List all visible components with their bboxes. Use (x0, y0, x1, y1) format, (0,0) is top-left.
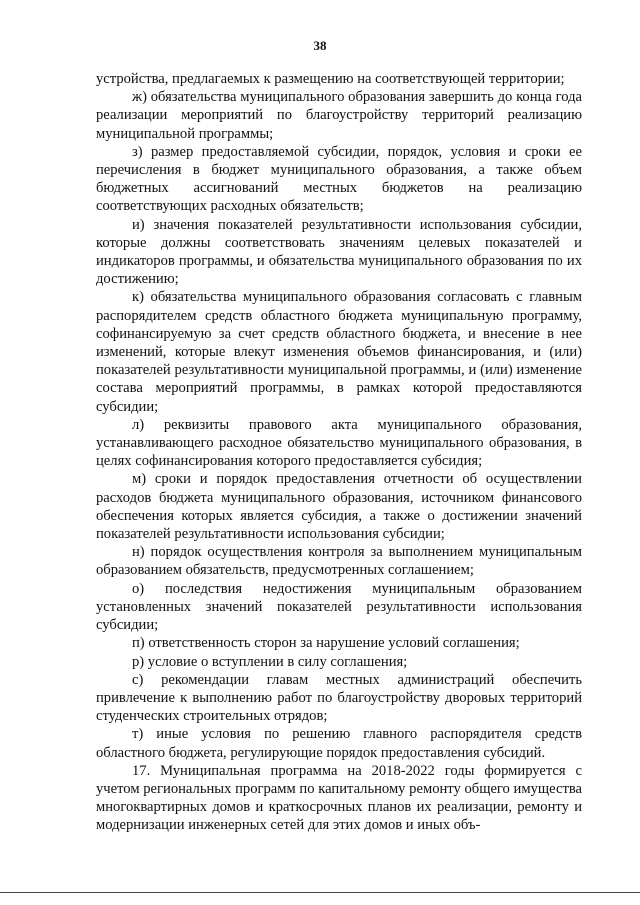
paragraph-r: р) условие о вступлении в силу соглашения; (132, 653, 408, 670)
paragraph-z: з) размер предоставляемой субсидии, порядок, условия и сроки ее перечисления в бюджет муниципального образования, а также объем бюджетных ассигнований местных бюджетов на реализацию соответствующих расходных обязательств; (96, 143, 582, 215)
paragraph-continuation: устройства, предлагаемых к размещению на соответствующей территории; (96, 71, 565, 87)
paragraph-i: и) значения показателей результативности использования субсидии, которые должны соответствовать значениям целевых показателей и индикаторов программы, и обязательства муниципального образования по их достижению; (96, 216, 582, 288)
paragraph-m: м) сроки и порядок предоставления отчетности об осуществлении расходов бюджета муниципального образования, источником финансового обеспечения которых является субсидия, а также о достижении значений показателей результативности использования субсидии; (96, 471, 582, 543)
paragraph-t: т) иные условия по решению главного распорядителя средств областного бюджета, регулирующие порядок предоставления субсидий. (96, 726, 582, 761)
paragraph-l: л) реквизиты правового акта муниципального образования, устанавливающего расходное обязательство муниципального образования, в целях софинансирования которого предоставляется субсидия; (96, 416, 582, 470)
paragraph-17: 17. Муниципальная программа на 2018-2022 годы формируется с учетом региональных программ по капитальному ремонту общего имущества многоквартирных домов и краткосрочных планов их реализации, ремонту и модернизации инженерных сетей для этих домов и иных объ- (96, 762, 582, 834)
document-body (96, 70, 582, 835)
bottom-divider (0, 892, 640, 893)
paragraph-zh: ж) обязательства муниципального образования завершить до конца года реализации мероприятий по благоустройству территорий реализацию муниципальной программы; (96, 89, 582, 142)
paragraph-o: о) последствия недостижения муниципальным образованием установленных значений показателей результативности использования субсидии; (96, 580, 582, 634)
paragraph-n: н) порядок осуществления контроля за выполнением муниципальным образованием обязательств, предусмотренных соглашением; (96, 544, 582, 579)
page-number: 38 (313, 38, 327, 53)
paragraph-p: п) ответственность сторон за нарушение условий соглашения; (132, 635, 520, 652)
paragraph-k: к) обязательства муниципального образования согласовать с главным распорядителем средств областного бюджета муниципальную программу, софинансируемую за счет средств областного бюджета, и внесение в нее изменений, которые влекут изменения объемов финансирования, и (или) показателей результативности муниципальной программы, и (или) изменение состава мероприятий программы, в рамках которой предоставляются субсидии; (96, 289, 582, 415)
paragraph-s: с) рекомендации главам местных администраций обеспечить привлечение к выполнению работ по благоустройству дворовых территорий студенческих строительных отрядов; (96, 671, 582, 725)
